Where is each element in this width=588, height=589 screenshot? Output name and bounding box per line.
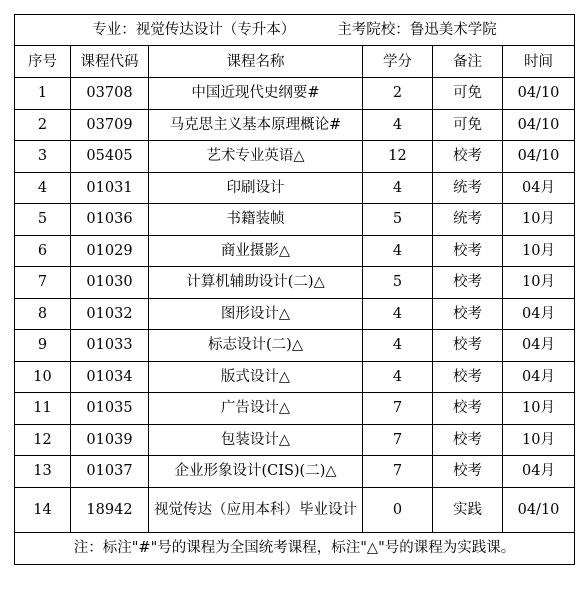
cell-code: 01037 <box>71 456 149 488</box>
table-row <box>15 330 575 362</box>
cell-no: 11 <box>15 393 71 425</box>
title-row <box>15 15 575 46</box>
cell-no: 1 <box>15 78 71 110</box>
cell-time: 04月 <box>503 330 575 362</box>
cell-no: 13 <box>15 456 71 488</box>
column-header-code: 课程代码 <box>71 46 149 78</box>
table-row <box>15 456 575 488</box>
cell-code: 05405 <box>71 141 149 173</box>
cell-code: 01032 <box>71 298 149 330</box>
cell-credit: 5 <box>363 204 433 236</box>
cell-no: 4 <box>15 172 71 204</box>
cell-note: 校考 <box>433 456 503 488</box>
cell-course-name: 视觉传达（应用本科）毕业设计 <box>149 487 363 532</box>
cell-time: 10月 <box>503 204 575 236</box>
cell-credit: 12 <box>363 141 433 173</box>
cell-time: 10月 <box>503 393 575 425</box>
cell-time: 10月 <box>503 235 575 267</box>
column-header-name: 课程名称 <box>149 46 363 78</box>
cell-credit: 4 <box>363 235 433 267</box>
cell-credit: 7 <box>363 393 433 425</box>
cell-code: 01029 <box>71 235 149 267</box>
cell-note: 可免 <box>433 78 503 110</box>
table-row <box>15 424 575 456</box>
cell-time: 04月 <box>503 456 575 488</box>
cell-course-name: 中国近现代史纲要# <box>149 78 363 110</box>
table-row <box>15 141 575 173</box>
cell-time: 04/10 <box>503 78 575 110</box>
course-plan-table <box>14 14 575 565</box>
cell-code: 03709 <box>71 109 149 141</box>
cell-note: 校考 <box>433 141 503 173</box>
cell-course-name: 图形设计△ <box>149 298 363 330</box>
table-row <box>15 235 575 267</box>
table-row <box>15 204 575 236</box>
table-title <box>15 15 575 46</box>
cell-time: 04/10 <box>503 109 575 141</box>
cell-code: 01034 <box>71 361 149 393</box>
cell-time: 04月 <box>503 298 575 330</box>
cell-no: 5 <box>15 204 71 236</box>
cell-credit: 4 <box>363 109 433 141</box>
cell-note: 校考 <box>433 330 503 362</box>
cell-credit: 4 <box>363 298 433 330</box>
column-header-time: 时间 <box>503 46 575 78</box>
cell-code: 01036 <box>71 204 149 236</box>
cell-course-name: 包装设计△ <box>149 424 363 456</box>
cell-no: 7 <box>15 267 71 299</box>
cell-course-name: 广告设计△ <box>149 393 363 425</box>
cell-note: 校考 <box>433 267 503 299</box>
cell-note: 校考 <box>433 393 503 425</box>
header-row <box>15 46 575 78</box>
cell-no: 6 <box>15 235 71 267</box>
cell-note: 统考 <box>433 172 503 204</box>
school-label: 主考院校：鲁迅美术学院 <box>337 22 497 38</box>
cell-time: 04/10 <box>503 141 575 173</box>
cell-time: 10月 <box>503 424 575 456</box>
cell-time: 10月 <box>503 267 575 299</box>
cell-course-name: 企业形象设计(CIS)(二)△ <box>149 456 363 488</box>
cell-course-name: 标志设计(二)△ <box>149 330 363 362</box>
cell-credit: 7 <box>363 424 433 456</box>
cell-code: 01030 <box>71 267 149 299</box>
major-label: 专业：视觉传达设计（专升本） <box>92 22 296 38</box>
cell-credit: 4 <box>363 330 433 362</box>
cell-note: 可免 <box>433 109 503 141</box>
cell-course-name: 版式设计△ <box>149 361 363 393</box>
cell-credit: 4 <box>363 361 433 393</box>
cell-course-name: 商业摄影△ <box>149 235 363 267</box>
cell-course-name: 艺术专业英语△ <box>149 141 363 173</box>
cell-no: 12 <box>15 424 71 456</box>
cell-time: 04月 <box>503 361 575 393</box>
footnote-row <box>15 532 575 564</box>
table-row <box>15 267 575 299</box>
cell-course-name: 马克思主义基本原理概论# <box>149 109 363 141</box>
cell-note: 统考 <box>433 204 503 236</box>
cell-course-name: 书籍装帧 <box>149 204 363 236</box>
cell-credit: 2 <box>363 78 433 110</box>
cell-code: 01033 <box>71 330 149 362</box>
cell-credit: 4 <box>363 172 433 204</box>
table-row <box>15 393 575 425</box>
cell-no: 9 <box>15 330 71 362</box>
cell-code: 03708 <box>71 78 149 110</box>
cell-no: 10 <box>15 361 71 393</box>
table-row <box>15 361 575 393</box>
cell-credit: 5 <box>363 267 433 299</box>
cell-time: 04月 <box>503 172 575 204</box>
table-row <box>15 298 575 330</box>
cell-no: 3 <box>15 141 71 173</box>
cell-time: 04/10 <box>503 487 575 532</box>
cell-no: 2 <box>15 109 71 141</box>
table-row <box>15 172 575 204</box>
cell-code: 18942 <box>71 487 149 532</box>
cell-note: 校考 <box>433 235 503 267</box>
cell-course-name: 计算机辅助设计(二)△ <box>149 267 363 299</box>
cell-code: 01031 <box>71 172 149 204</box>
cell-note: 实践 <box>433 487 503 532</box>
column-header-note: 备注 <box>433 46 503 78</box>
table-row <box>15 78 575 110</box>
cell-code: 01039 <box>71 424 149 456</box>
cell-credit: 7 <box>363 456 433 488</box>
table-row <box>15 487 575 532</box>
cell-course-name: 印刷设计 <box>149 172 363 204</box>
table-row <box>15 109 575 141</box>
cell-note: 校考 <box>433 298 503 330</box>
column-header-no: 序号 <box>15 46 71 78</box>
cell-note: 校考 <box>433 361 503 393</box>
cell-credit: 0 <box>363 487 433 532</box>
cell-no: 14 <box>15 487 71 532</box>
footnote: 注：标注"#"号的课程为全国统考课程，标注"△"号的课程为实践课。 <box>15 532 575 564</box>
cell-note: 校考 <box>433 424 503 456</box>
cell-code: 01035 <box>71 393 149 425</box>
column-header-credit: 学分 <box>363 46 433 78</box>
cell-no: 8 <box>15 298 71 330</box>
